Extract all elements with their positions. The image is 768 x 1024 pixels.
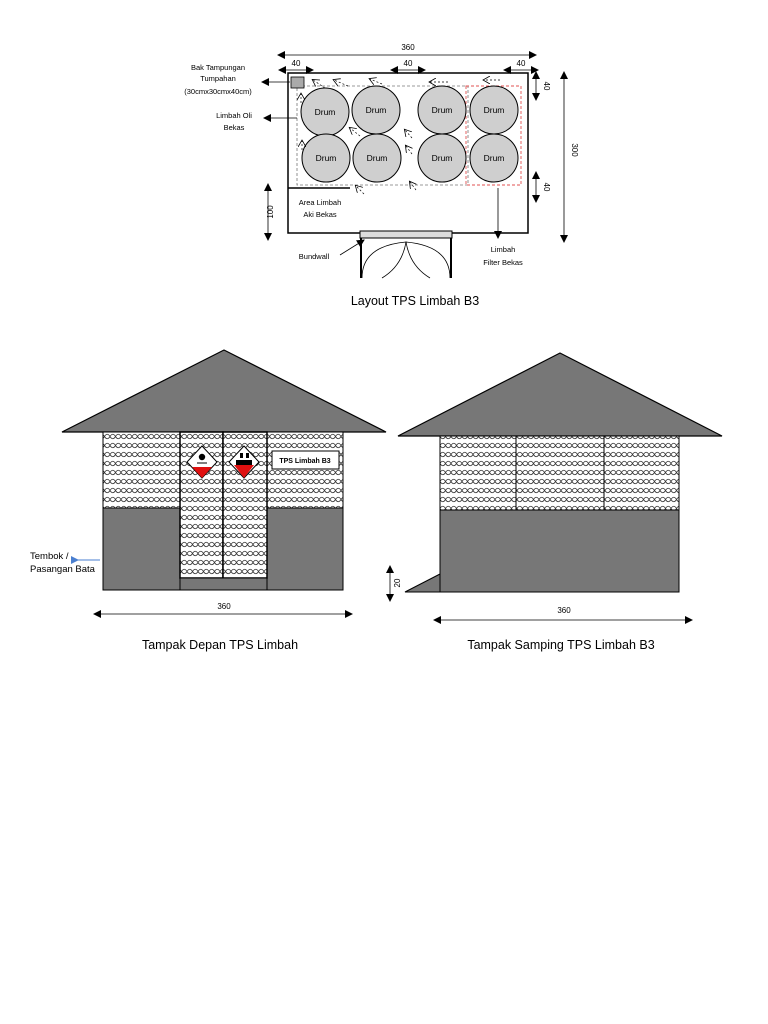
side-view [390, 353, 722, 652]
side-lattice-3 [604, 436, 679, 510]
drum-label: Drum [314, 107, 336, 117]
front-width-dim: 360 [217, 602, 231, 611]
spill-tank-label-1: Bak Tampungan [190, 63, 246, 72]
drum-label: Drum [431, 105, 453, 115]
spill-tank-label-3: (30cmx30cmx40cm) [184, 87, 252, 96]
wall-label-2: Pasangan Bata [30, 564, 95, 575]
drum-label: Drum [315, 153, 337, 163]
front-door-sill [180, 578, 267, 590]
bundwall-label: Bundwall [298, 252, 330, 261]
plan-width-dim: 360 [401, 43, 415, 52]
side-roof [398, 353, 722, 436]
front-view [30, 350, 386, 652]
battery-area-label-1: Area Limbah [298, 198, 342, 207]
plan-height-dim: 300 [570, 143, 579, 157]
drum-2 [352, 86, 400, 134]
side-width-dim: 360 [557, 606, 571, 615]
oil-waste-label-1: Limbah Oli [216, 111, 252, 120]
side-lattice-1 [440, 436, 516, 510]
dim-right-bottom: 40 [542, 182, 551, 192]
side-wall [440, 510, 679, 592]
drum-5 [302, 134, 350, 182]
door-swing-left [362, 242, 406, 278]
oil-waste-label-2: Bekas [223, 123, 245, 132]
drum-1 [301, 88, 349, 136]
drum-label: Drum [483, 153, 505, 163]
front-wall-right [267, 508, 343, 590]
drum-7 [418, 134, 466, 182]
battery-area-label-2: Aki Bekas [303, 210, 337, 219]
side-view-caption: Tampak Samping TPS Limbah B3 [467, 638, 655, 652]
layout-plan [184, 43, 579, 308]
drum-label: Drum [365, 105, 387, 115]
front-view-caption: Tampak Depan TPS Limbah [141, 638, 299, 652]
tps-sign-text: TPS Limbah B3 [279, 458, 331, 465]
dim-left: 100 [266, 205, 275, 219]
spill-tank-label-2: Tumpahan [200, 74, 236, 83]
drum-6 [353, 134, 401, 182]
side-height-dim: 20 [393, 578, 402, 588]
drum-label: Drum [431, 153, 453, 163]
door-swing-right [406, 242, 450, 278]
filter-label-1: Limbah [490, 245, 516, 254]
dim-right-top: 40 [542, 81, 551, 91]
dim-spacing-3: 40 [516, 59, 526, 68]
dim-spacing-1: 40 [291, 59, 301, 68]
bundwall-bar [360, 231, 452, 238]
wall-label-1: Tembok / [30, 551, 69, 562]
spill-tank-icon [291, 77, 304, 88]
drum-4 [470, 86, 518, 134]
drum-label: Drum [366, 153, 388, 163]
dim-spacing-2: 40 [403, 59, 413, 68]
side-ramp [405, 574, 440, 592]
side-lattice-2 [516, 436, 604, 510]
front-wall-left [103, 508, 180, 590]
drum-8 [470, 134, 518, 182]
filter-label-2: Filter Bekas [483, 258, 523, 267]
drum-label: Drum [483, 105, 505, 115]
drum-3 [418, 86, 466, 134]
front-roof [62, 350, 386, 432]
layout-caption: Layout TPS Limbah B3 [350, 294, 480, 308]
